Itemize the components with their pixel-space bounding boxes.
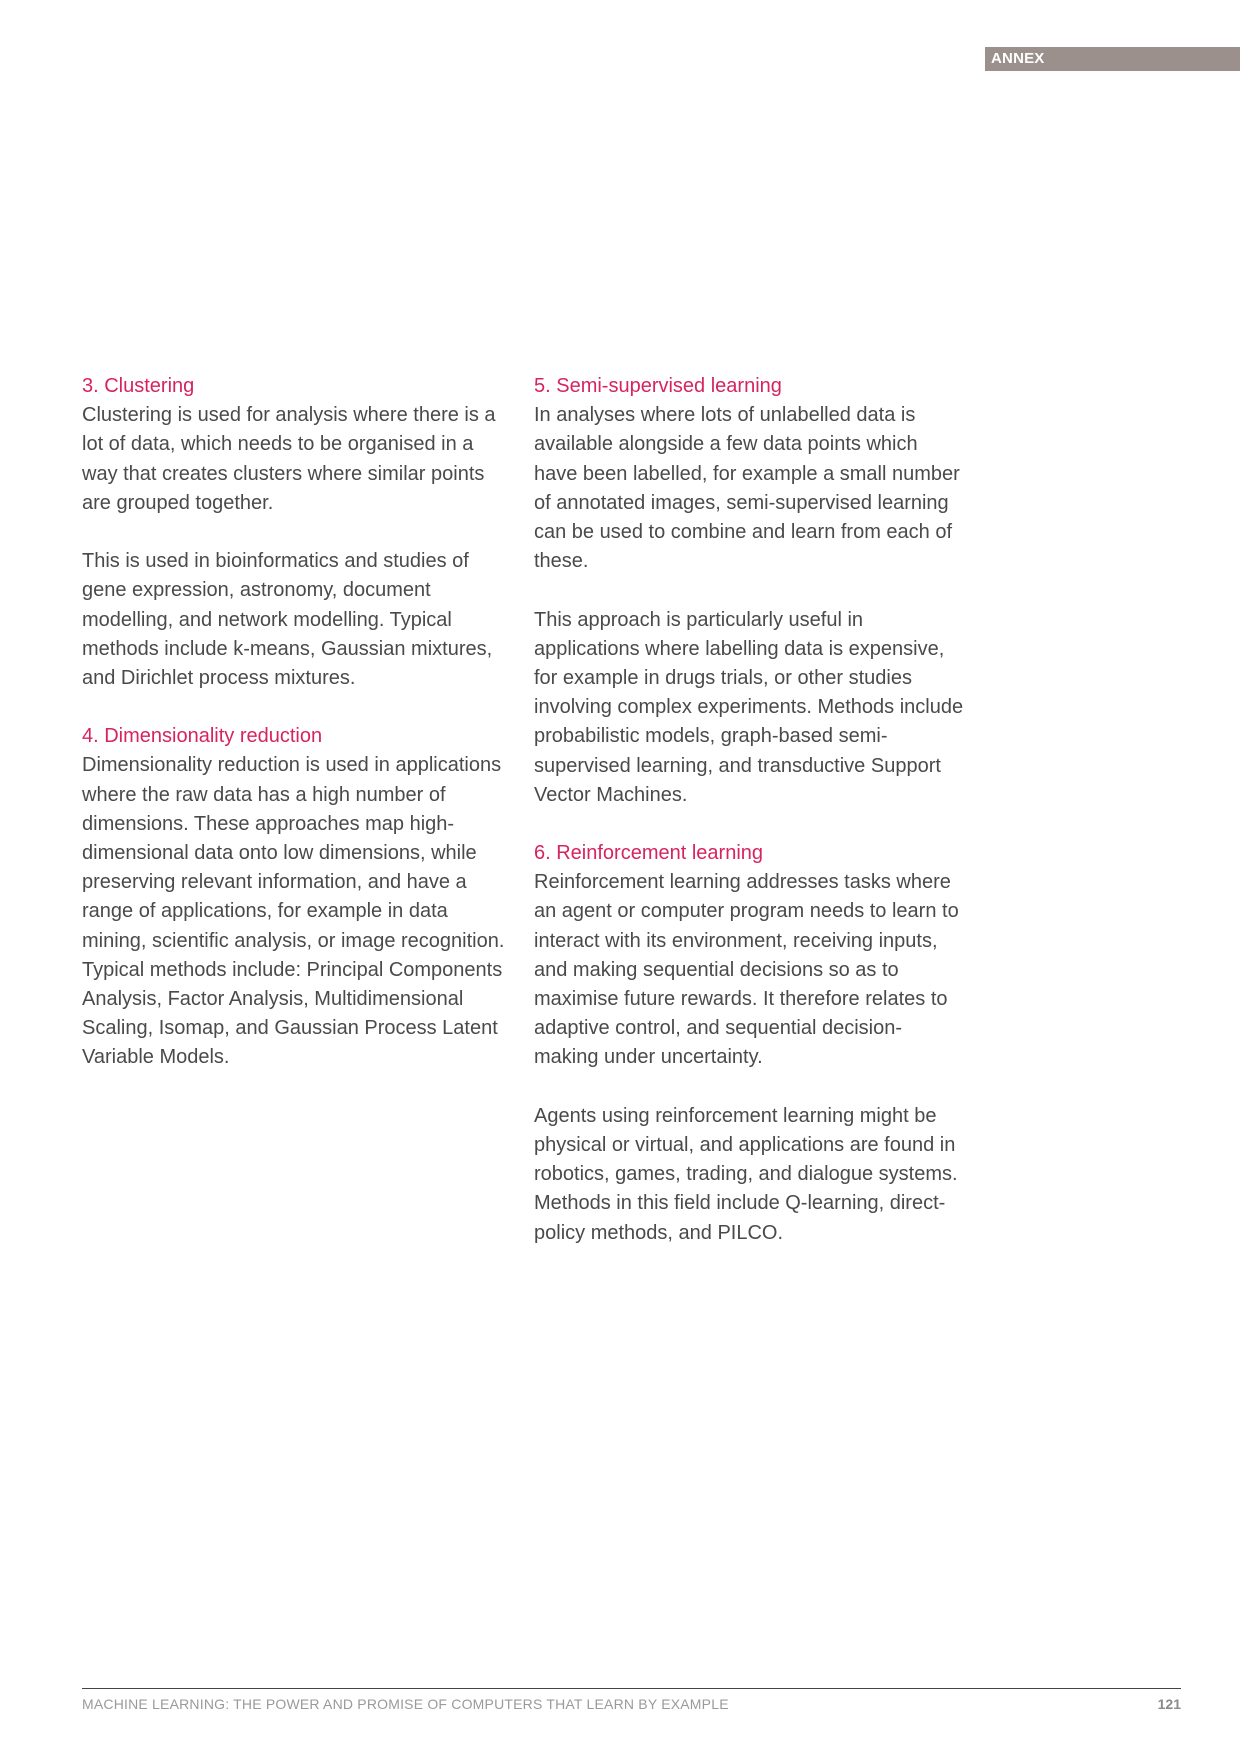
section-tab-annex: ANNEX [985, 47, 1240, 71]
paragraph: In analyses where lots of unlabelled data is available alongside a few data points which have been labelled, for example a small number of annotated images, semi-supervised learning can be used to combine and learn from each of these. [534, 404, 960, 573]
footer-publication-title: MACHINE LEARNING: THE POWER AND PROMISE OF COMPUTERS THAT LEARN BY EXAMPLE [82, 1696, 729, 1712]
section-heading-semi-supervised-learning: 5. Semi-supervised learning [534, 375, 782, 397]
section-reinforcement-learning [534, 839, 966, 1248]
section-heading-reinforcement-learning: 6. Reinforcement learning [534, 842, 764, 865]
section-clustering [82, 372, 514, 693]
paragraph: Dimensionality reduction is used in applications where the raw data has a high number of dimensions. These approaches map high-dimensional data onto low dimensions, while preserving relevant information, and have a range of applications, for example in data mining, scientific analysis, or image recognition. Typical methods include: Principal Components Analysis, Factor Analysis, Multidimensional Scaling, Isomap, and Gaussian Process Latent Variable Models. [82, 754, 505, 1069]
section-heading-clustering: 3. Clustering [82, 375, 195, 397]
page-number: 121 [1157, 1696, 1181, 1712]
section-semi-supervised-learning [534, 372, 966, 810]
paragraph: Agents using reinforcement learning might be physical or virtual, and applications are found in robotics, games, trading, and dialogue systems. Methods in this field include Q-learning, direct-policy methods, and PILCO. [534, 1104, 958, 1244]
paragraph: This is used in bioinformatics and studies of gene expression, astronomy, document modelling, and network modelling. Typical methods include k-means, Gaussian mixtures, and Dirichlet process mixtures. [82, 550, 493, 690]
paragraph: Clustering is used for analysis where there is a lot of data, which needs to be organised in a way that creates clusters where similar points are grouped together. [82, 404, 496, 514]
right-column [534, 372, 966, 1277]
section-dimensionality-reduction [82, 722, 514, 1072]
paragraph: This approach is particularly useful in applications where labelling data is expensive, for example in drugs trials, or other studies involving complex experiments. Methods include probabilistic models, graph-based semi-supervised learning, and transductive Support Vector Machines. [534, 608, 964, 806]
section-heading-dimensionality-reduction: 4. Dimensionality reduction [82, 725, 323, 748]
left-column [82, 372, 514, 1102]
paragraph: Reinforcement learning addresses tasks where an agent or computer program needs to learn to interact with its environment, receiving inputs, and making sequential decisions so as to maximise future rewards. It therefore relates to adaptive control, and sequential decision-making under uncertainty. [534, 871, 959, 1069]
footer-divider [82, 1688, 1181, 1689]
